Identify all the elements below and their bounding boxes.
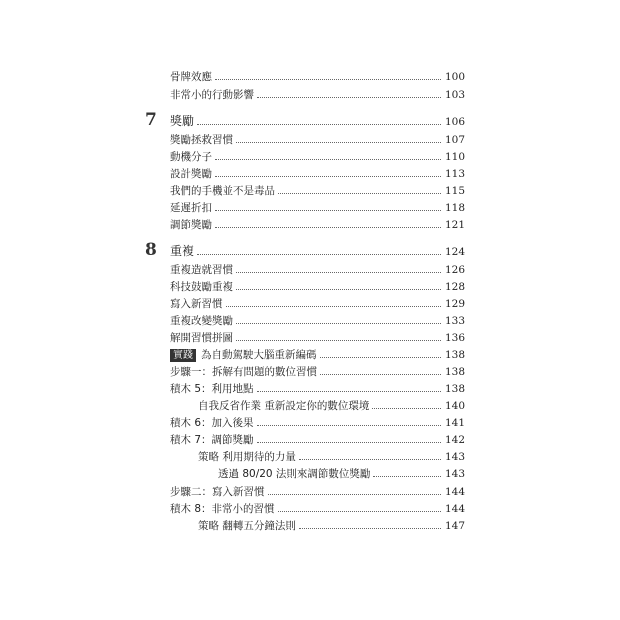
dot-leader	[278, 511, 441, 512]
chapter-number: 8	[145, 240, 157, 260]
entry-title: 骨牌效應	[170, 71, 212, 83]
toc-subentry	[170, 364, 465, 381]
dot-leader	[215, 210, 441, 211]
toc-subentry	[170, 381, 465, 398]
dot-leader	[215, 176, 441, 177]
dot-leader	[236, 272, 441, 273]
entry-title: 積木 7：調節獎勵	[170, 434, 254, 446]
page-number: 107	[444, 134, 465, 146]
dot-leader	[197, 254, 441, 255]
toc-entry	[170, 330, 465, 347]
page-number: 141	[444, 417, 465, 429]
page-number: 144	[444, 503, 465, 515]
page-number: 138	[444, 383, 465, 395]
toc-subentry	[170, 501, 465, 518]
entry-title: 步驟一：拆解有問題的數位習慣	[170, 366, 317, 378]
dot-leader	[215, 79, 441, 80]
chapter-number: 7	[145, 110, 157, 130]
entry-title: 重複造就習慣	[170, 264, 233, 276]
page-number: 144	[444, 486, 465, 498]
chapter-heading	[170, 241, 465, 261]
page-number: 138	[444, 366, 465, 378]
page-number: 133	[444, 315, 465, 327]
toc-subentry	[170, 415, 465, 432]
page-number: 138	[444, 349, 465, 361]
dot-leader	[236, 142, 441, 143]
dot-leader	[320, 374, 441, 375]
page-number: 121	[444, 219, 465, 231]
page-number: 110	[444, 151, 465, 163]
toc-subentry	[170, 432, 465, 449]
dot-leader	[197, 124, 441, 125]
entry-title: 積木 8：非常小的習慣	[170, 503, 275, 515]
entry-title: 重複改變獎勵	[170, 315, 233, 327]
entry-title: 設計獎勵	[170, 168, 212, 180]
entry-title: 策略 翻轉五分鐘法則	[198, 520, 296, 532]
toc-subentry	[198, 398, 465, 415]
entry-title: 步驟二：寫入新習慣	[170, 486, 265, 498]
entry-title: 為自動駕駛大腦重新編碼	[201, 349, 317, 361]
dot-leader	[257, 97, 441, 98]
page-number: 100	[444, 71, 465, 83]
page-number: 115	[444, 185, 465, 197]
page-number: 124	[444, 246, 465, 258]
page-number: 142	[444, 434, 465, 446]
entry-title: 我們的手機並不是毒品	[170, 185, 275, 197]
dot-leader	[215, 159, 441, 160]
toc-entry	[170, 296, 465, 313]
dot-leader	[226, 306, 441, 307]
toc-entry	[170, 69, 465, 86]
entry-title: 延遲折扣	[170, 202, 212, 214]
page-number: 140	[444, 400, 465, 412]
dot-leader	[257, 442, 441, 443]
practice-badge: 實踐	[170, 349, 196, 362]
dot-leader	[320, 357, 441, 358]
entry-title: 寫入新習慣	[170, 298, 223, 310]
dot-leader	[236, 340, 441, 341]
page-number: 103	[444, 89, 465, 101]
entry-title: 非常小的行動影響	[170, 89, 254, 101]
toc-subentry	[218, 466, 465, 483]
toc-entry	[170, 132, 465, 149]
page-number: 126	[444, 264, 465, 276]
page-number: 113	[444, 168, 465, 180]
toc-subentry	[170, 484, 465, 501]
chapter-title: 重複	[170, 244, 195, 258]
entry-title: 科技鼓勵重複	[170, 281, 233, 293]
dot-leader	[268, 494, 441, 495]
page-number: 106	[444, 116, 465, 128]
entry-title: 自我反省作業 重新設定你的數位環境	[198, 400, 370, 412]
entry-title: 透過 80/20 法則來調節數位獎勵	[218, 468, 371, 480]
practice-entry	[170, 347, 465, 364]
toc-entry	[170, 166, 465, 183]
toc-entry	[170, 149, 465, 166]
entry-title: 策略 利用期待的力量	[198, 451, 296, 463]
dot-leader	[257, 391, 441, 392]
dot-leader	[278, 193, 441, 194]
entry-title: 積木 5：利用地點	[170, 383, 254, 395]
toc-entry	[170, 262, 465, 279]
entry-title: 獎勵拯救習慣	[170, 134, 233, 146]
dot-leader	[373, 476, 441, 477]
toc-entry	[170, 217, 465, 234]
page-number: 143	[444, 451, 465, 463]
dot-leader	[299, 459, 441, 460]
page-number: 136	[444, 332, 465, 344]
toc-entry	[170, 87, 465, 104]
page-number: 129	[444, 298, 465, 310]
entry-title: 積木 6：加入後果	[170, 417, 254, 429]
entry-title: 調節獎勵	[170, 219, 212, 231]
toc-entry	[170, 200, 465, 217]
toc-entry	[170, 183, 465, 200]
toc-entry	[170, 279, 465, 296]
toc-entry	[170, 313, 465, 330]
dot-leader	[215, 227, 441, 228]
dot-leader	[257, 425, 441, 426]
page-number: 147	[444, 520, 465, 532]
toc-subentry	[198, 449, 465, 466]
entry-title: 動機分子	[170, 151, 212, 163]
entry-title: 解開習慣拼圖	[170, 332, 233, 344]
chapter-title: 獎勵	[170, 114, 195, 128]
page-number: 128	[444, 281, 465, 293]
chapter-heading	[170, 111, 465, 131]
toc-subentry	[198, 518, 465, 535]
page-number: 143	[444, 468, 465, 480]
dot-leader	[236, 289, 441, 290]
dot-leader	[299, 528, 441, 529]
dot-leader	[372, 408, 441, 409]
dot-leader	[236, 323, 441, 324]
page-number: 118	[444, 202, 465, 214]
